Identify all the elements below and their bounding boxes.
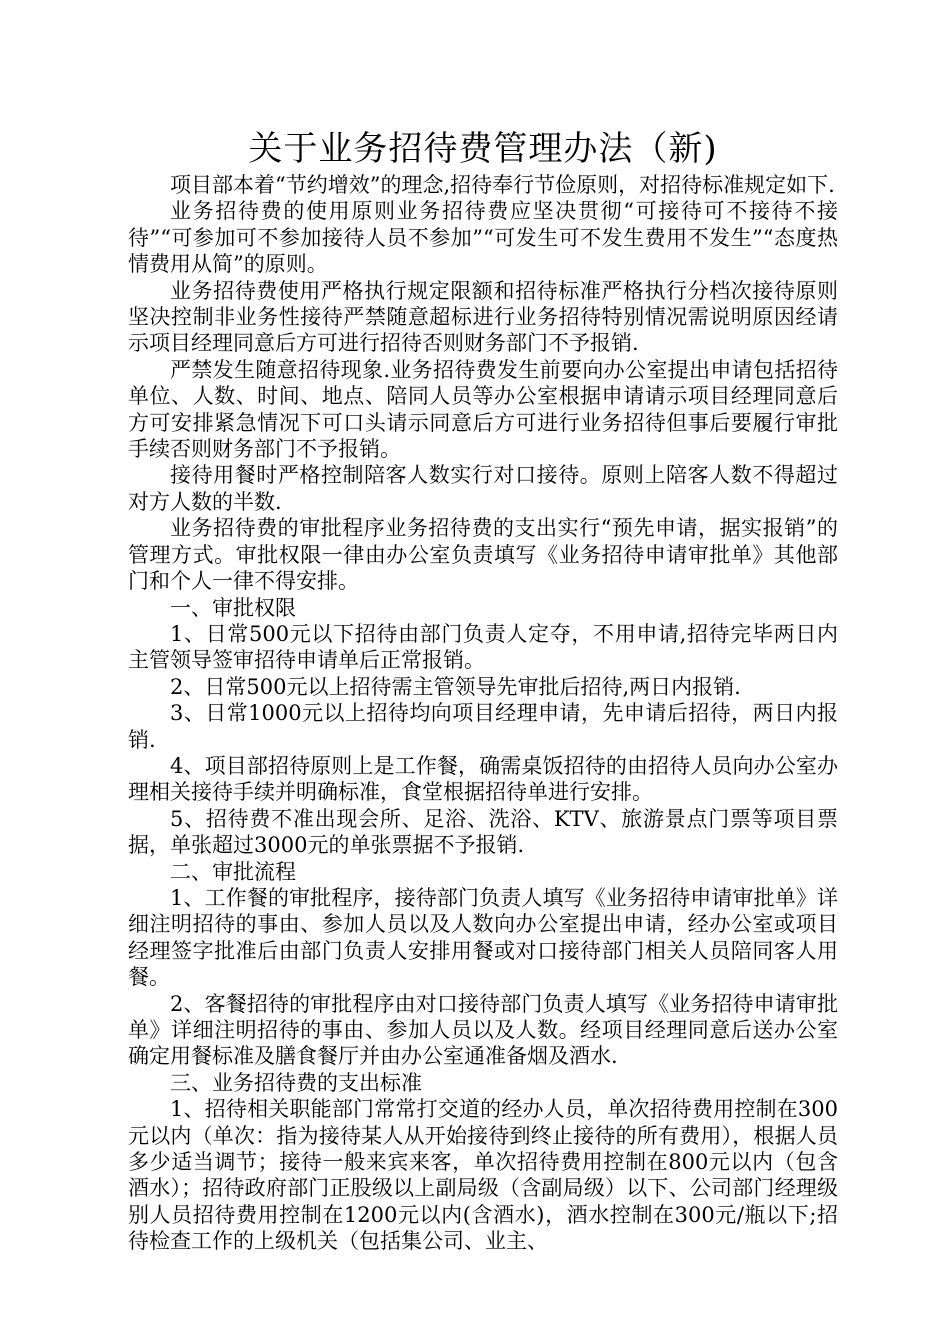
list-item: 1、工作餐的审批程序，接待部门负责人填写《业务招待申请审批单》详细注明招待的事由、参加人员以及人数向办公室提出申请，经办公室或项目经理签字批准后由部门负责人安排用餐或对口接待部门相关人员陪同客人用餐。	[128, 885, 838, 990]
document-page	[128, 0, 838, 1255]
section-heading-standards: 三、业务招待费的支出标准	[170, 1070, 422, 1095]
paragraph-application: 严禁发生随意招待现象.业务招待费发生前要向办公室提出申请包括招待单位、人数、时间、地点、陪同人员等办公室根据申请请示项目经理同意后方可安排紧急情况下可口头请示同意后方可进行业务招待但事后要履行审批手续否则财务部门不予报销。	[128, 357, 838, 462]
list-item: 4、项目部招待原则上是工作餐，确需桌饭招待的由招待人员向办公室办理相关接待手续并明确标准，食堂根据招待单进行安排。	[128, 753, 838, 805]
document-body	[128, 172, 838, 1255]
list-item: 3、日常1000元以上招待均向项目经理申请，先申请后招待，两日内报销.	[128, 701, 838, 752]
list-item: 2、日常500元以上招待需主管领导先审批后招待,两日内报销.	[170, 674, 741, 699]
paragraph-limits: 业务招待费使用严格执行规定限额和招待标准严格执行分档次接待原则坚决控制非业务性接待严禁随意超标进行业务招待特别情况需说明原因经请示项目经理同意后方可进行招待否则财务部门不予报销.	[128, 278, 838, 356]
paragraph-intro: 项目部本着“节约增效”的理念,招待奉行节俭原则，对招待标准规定如下.	[170, 173, 835, 197]
section-heading-process: 二、审批流程	[170, 859, 296, 884]
document-title: 关于业务招待费管理办法（新)	[248, 129, 718, 169]
list-item: 2、客餐招待的审批程序由对口接待部门负责人填写《业务招待申请审批单》详细注明招待的事由、参加人员以及人数。经项目经理同意后送办公室确定用餐标准及膳食餐厅并由办公室通准备烟及酒水.	[128, 991, 838, 1069]
list-item: 1、日常500元以下招待由部门负责人定夺，不用申请,招待完毕两日内主管领导签审招待申请单后正常报销。	[128, 621, 838, 673]
paragraph-dining: 接待用餐时严格控制陪客人数实行对口接待。原则上陪客人数不得超过对方人数的半数.	[128, 463, 838, 514]
paragraph-procedure: 业务招待费的审批程序业务招待费的支出实行“预先申请，据实报销”的管理方式。审批权限一律由办公室负责填写《业务招待申请审批单》其他部门和个人一律不得安排。	[128, 516, 838, 594]
paragraph-principles: 业务招待费的使用原则业务招待费应坚决贯彻“可接待可不接待不接待”“可参加可不参加接待人员不参加”“可发生可不发生费用不发生”“态度热情费用从简”的原则。	[128, 199, 838, 277]
section-heading-authority: 一、审批权限	[170, 595, 296, 620]
list-item: 5、招待费不准出现会所、足浴、洗浴、KTV、旅游景点门票等项目票据，单张超过3000元的单张票据不予报销.	[128, 806, 838, 858]
list-item: 1、招待相关职能部门常常打交道的经办人员，单次招待费用控制在300元以内（单次：指为接待某人从开始接待到终止接待的所有费用），根据人员多少适当调节；接待一般来宾来客，单次招待费用控制在800元以内（包含酒水）；招待政府部门正股级以上副局级（含副局级）以下、公司部门经理级别人员招待费用控制在1200元以内(含酒水)，酒水控制在300元/瓶以下;招待检查工作的上级机关（包括集公司、业主、	[128, 1097, 838, 1254]
